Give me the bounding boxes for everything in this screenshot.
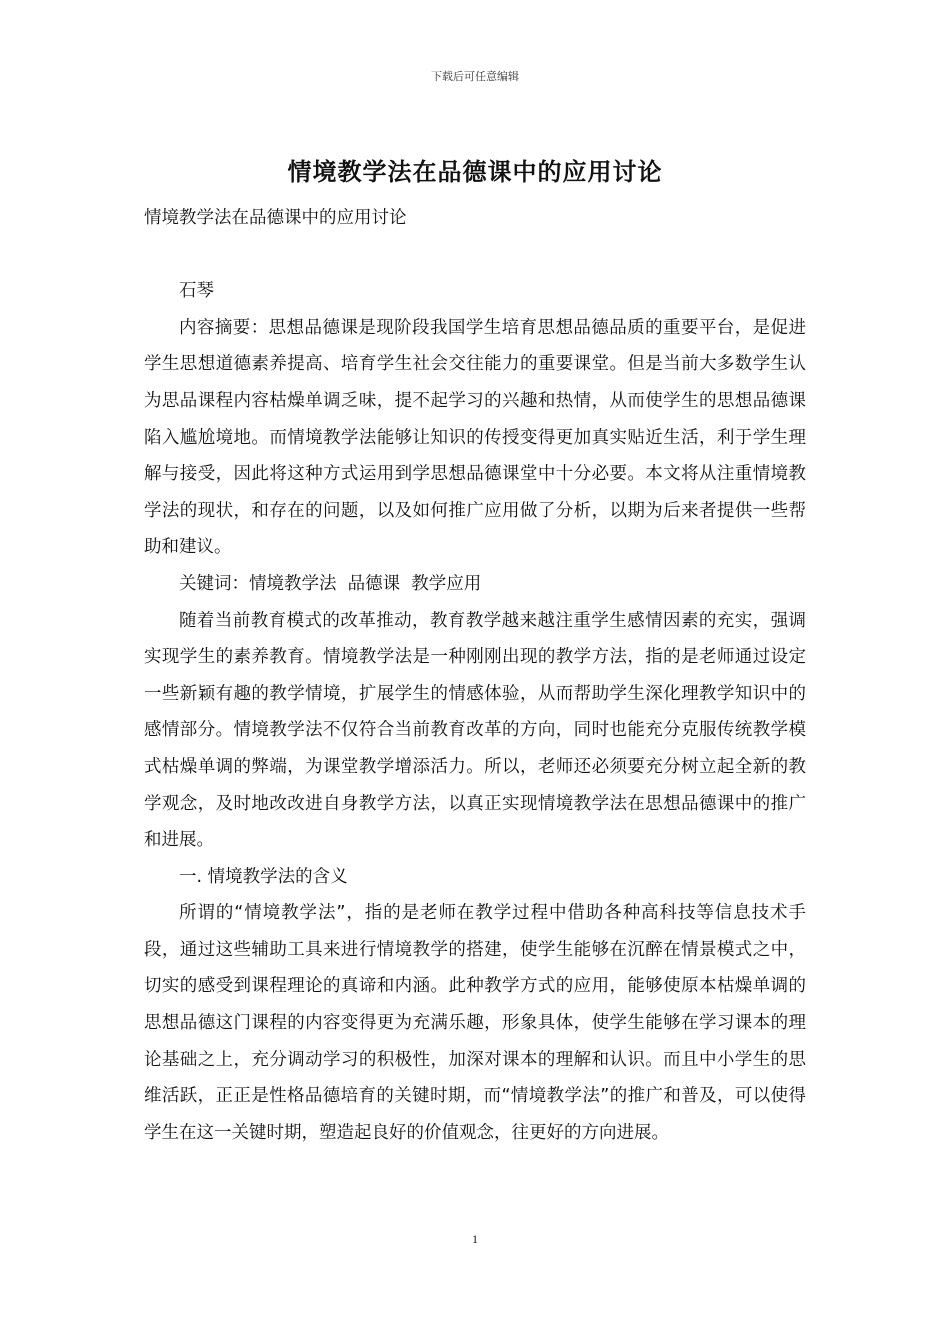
keywords-line: 关键词：情境教学法 品德课 教学应用 <box>179 573 482 594</box>
abstract-paragraph: 内容摘要：思想品德课是现阶段我国学生培育思想品德品质的重要平台，是促进学生思想道德素养提高、培育学生社会交往能力的重要课堂。但是当前大多数学生认为思品课程内容枯燥单调乏味，提不起学习的兴趣和热情，从而使学生的思想品德课陷入尴尬境地。而情境教学法能够让知识的传授变得更加真实贴近生活，利于学生理解与接受，因此将这种方式运用到学思想品德课堂中十分必要。本文将从注重情境教学法的现状，和存在的问题，以及如何推广应用做了分析，以期为后来者提供一些帮助和建议。 <box>144 317 806 558</box>
document-body <box>144 200 806 1151</box>
blank-line <box>144 237 806 274</box>
section-paragraph: 所谓的“情境教学法”，指的是老师在教学过程中借助各种高科技等信息技术手段，通过这些辅助工具来进行情境教学的搭建，使学生能够在沉醉在情景模式之中，切实的感受到课程理论的真谛和内涵。此种教学方式的应用，能够使原本枯燥单调的思想品德这门课程的内容变得更为充满乐趣，形象具体，使学生能够在学习课本的理论基础之上，充分调动学习的积极性，加深对课本的理解和认识。而且中小学生的思维活跃，正正是性格品德培育的关键时期，而“情境教学法”的推广和普及，可以使得学生在这一关键时期，塑造起良好的价值观念，往更好的方向进展。 <box>144 903 806 1143</box>
document-title: 情境教学法在品德课中的应用讨论 <box>287 158 663 186</box>
section-heading: 一. 情境教学法的含义 <box>179 866 348 887</box>
author-name: 石琴 <box>179 281 214 302</box>
intro-paragraph: 随着当前教育模式的改革推动，教育教学越来越注重学生感情因素的充实，强调实现学生的素养教育。情境教学法是一种刚刚出现的教学方法，指的是老师通过设定一些新颖有趣的教学情境，扩展学生的情感体验，从而帮助学生深化理教学知识中的感情部分。情境教学法不仅符合当前教育改革的方向，同时也能充分克服传统教学模式枯燥单调的弊端，为课堂教学增添活力。所以，老师还必须要充分树立起全新的教学观念，及时地改改进自身教学方法，以真正实现情境教学法在思想品德课中的推广和进展。 <box>144 610 806 851</box>
document-subtitle: 情境教学法在品德课中的应用讨论 <box>144 208 407 228</box>
page-number: 1 <box>472 1232 478 1246</box>
page-header-note: 下载后可任意编辑 <box>431 70 519 83</box>
